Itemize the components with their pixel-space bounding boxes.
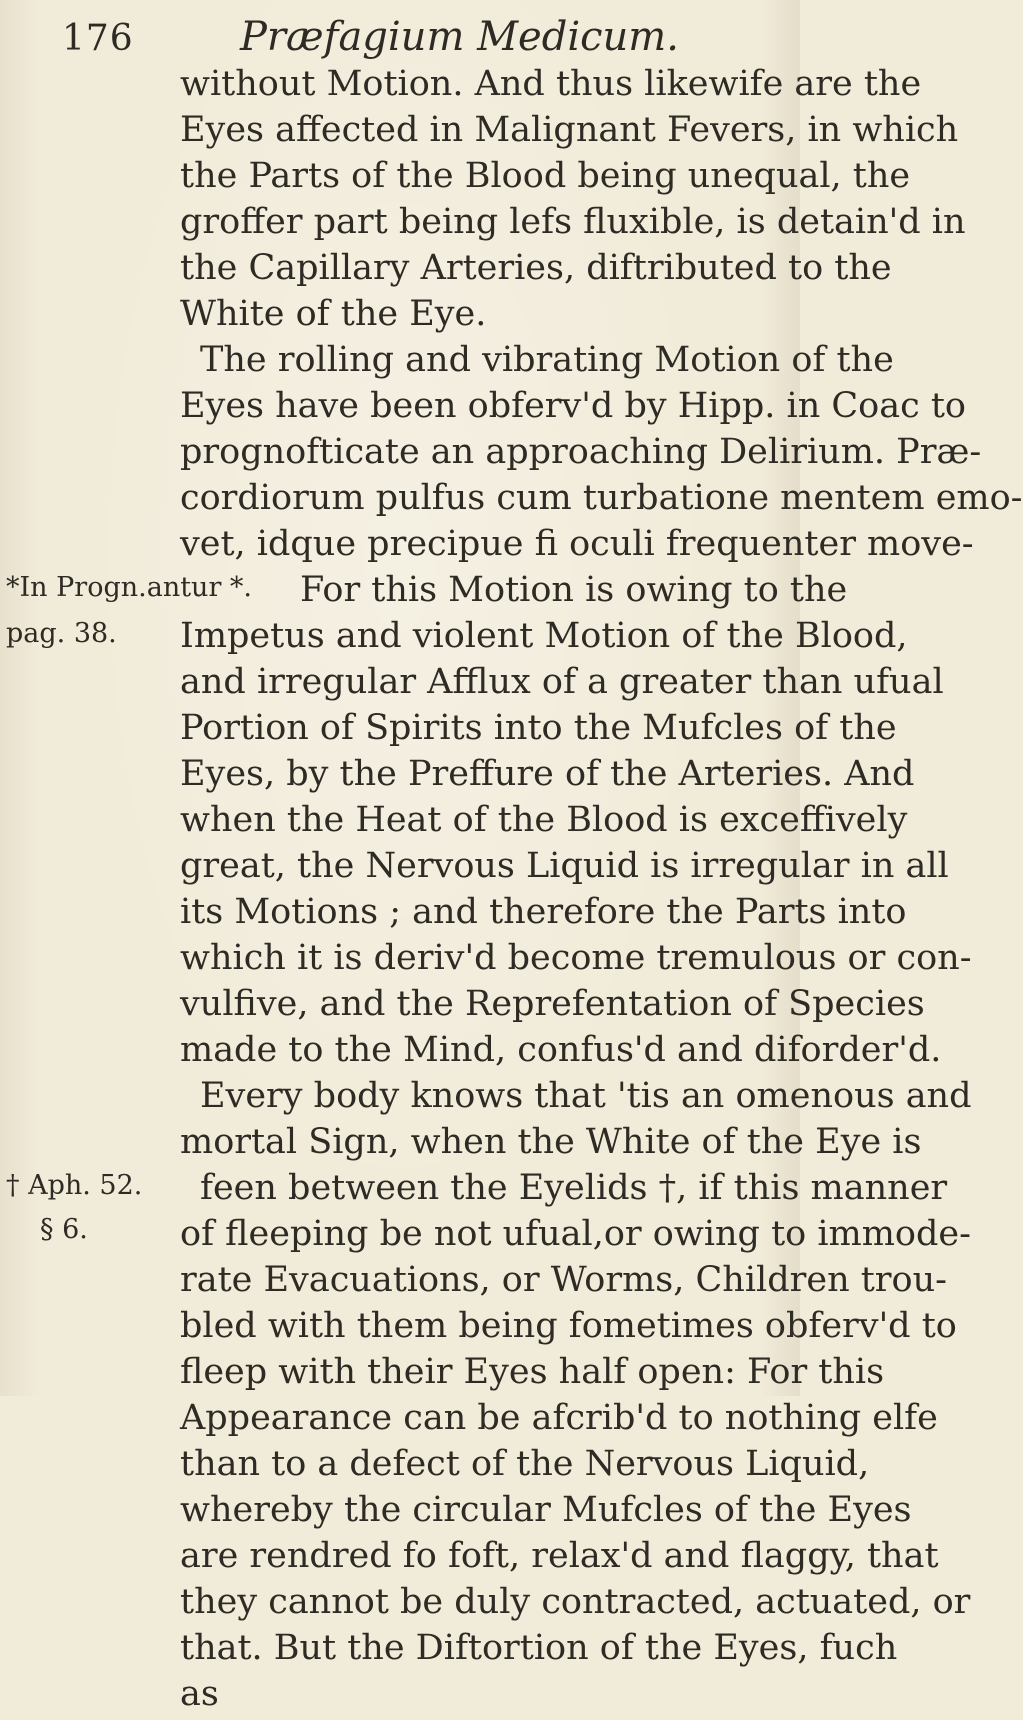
text-line: which it is deriv'd become tremulous or con- [180, 938, 972, 978]
text-line: the Capillary Arteries, diftributed to the [180, 248, 892, 288]
text-line: they cannot be duly contracted, actuated, or [180, 1582, 971, 1622]
text-line: rate Evacuations, or Worms, Children trou- [180, 1260, 947, 1300]
text-line: groffer part being lefs fluxible, is detain'd in [180, 202, 966, 242]
text-line: Appearance can be afcrib'd to nothing elfe [180, 1398, 938, 1438]
text-line: of fleeping be not ufual,or owing to immode- [180, 1214, 971, 1254]
text-line: Portion of Spirits into the Mufcles of the [180, 708, 897, 748]
text-line: Eyes, by the Preffure of the Arteries. And [180, 754, 915, 794]
text-line: Impetus and violent Motion of the Blood, [180, 616, 908, 656]
text-line: prognofticate an approaching Delirium. Præ- [180, 432, 982, 472]
text-line: fleep with their Eyes half open: For this [180, 1352, 885, 1392]
margin-note: pag. 38. [6, 618, 117, 649]
text-line: and irregular Afflux of a greater than ufual [180, 662, 944, 702]
text-line: Eyes affected in Malignant Fevers, in which [180, 110, 959, 150]
page-number: 176 [62, 18, 134, 59]
text-line: without Motion. And thus likewife are the [180, 64, 922, 104]
text-line: are rendred fo foft, relax'd and flaggy, that [180, 1536, 939, 1576]
text-line: great, the Nervous Liquid is irregular in all [180, 846, 949, 886]
text-line: its Motions ; and therefore the Parts into [180, 892, 907, 932]
text-line: as [180, 1674, 219, 1714]
text-line: cordiorum pulfus cum turbatione mentem emo- [180, 478, 1023, 518]
text-line: that. But the Diftortion of the Eyes, fuch [180, 1628, 898, 1668]
text-line: feen between the Eyelids †, if this manner [200, 1168, 948, 1208]
text-line: Every body knows that 'tis an omenous and [200, 1076, 972, 1116]
text-line: bled with them being fometimes obferv'd to [180, 1306, 957, 1346]
margin-note: *In Progn.antur *. [6, 572, 253, 603]
text-line: vulfive, and the Reprefentation of Species [180, 984, 925, 1024]
text-line: whereby the circular Mufcles of the Eyes [180, 1490, 912, 1530]
text-line: mortal Sign, when the White of the Eye is [180, 1122, 922, 1162]
margin-note: † Aph. 52. [6, 1170, 143, 1201]
margin-note: § 6. [40, 1214, 88, 1245]
text-line: Eyes have been obferv'd by Hipp. in Coac to [180, 386, 966, 426]
text-line: when the Heat of the Blood is exceffively [180, 800, 908, 840]
text-line: White of the Eye. [180, 294, 487, 334]
text-line: the Parts of the Blood being unequal, the [180, 156, 911, 196]
text-line: vet, idque precipue fi oculi frequenter move- [180, 524, 974, 564]
running-head: Præfagium Medicum. [240, 14, 679, 60]
text-line: For this Motion is owing to the [300, 570, 848, 610]
text-line: made to the Mind, confus'd and diforder'd. [180, 1030, 942, 1070]
text-line: than to a defect of the Nervous Liquid, [180, 1444, 870, 1484]
text-line: The rolling and vibrating Motion of the [200, 340, 894, 380]
